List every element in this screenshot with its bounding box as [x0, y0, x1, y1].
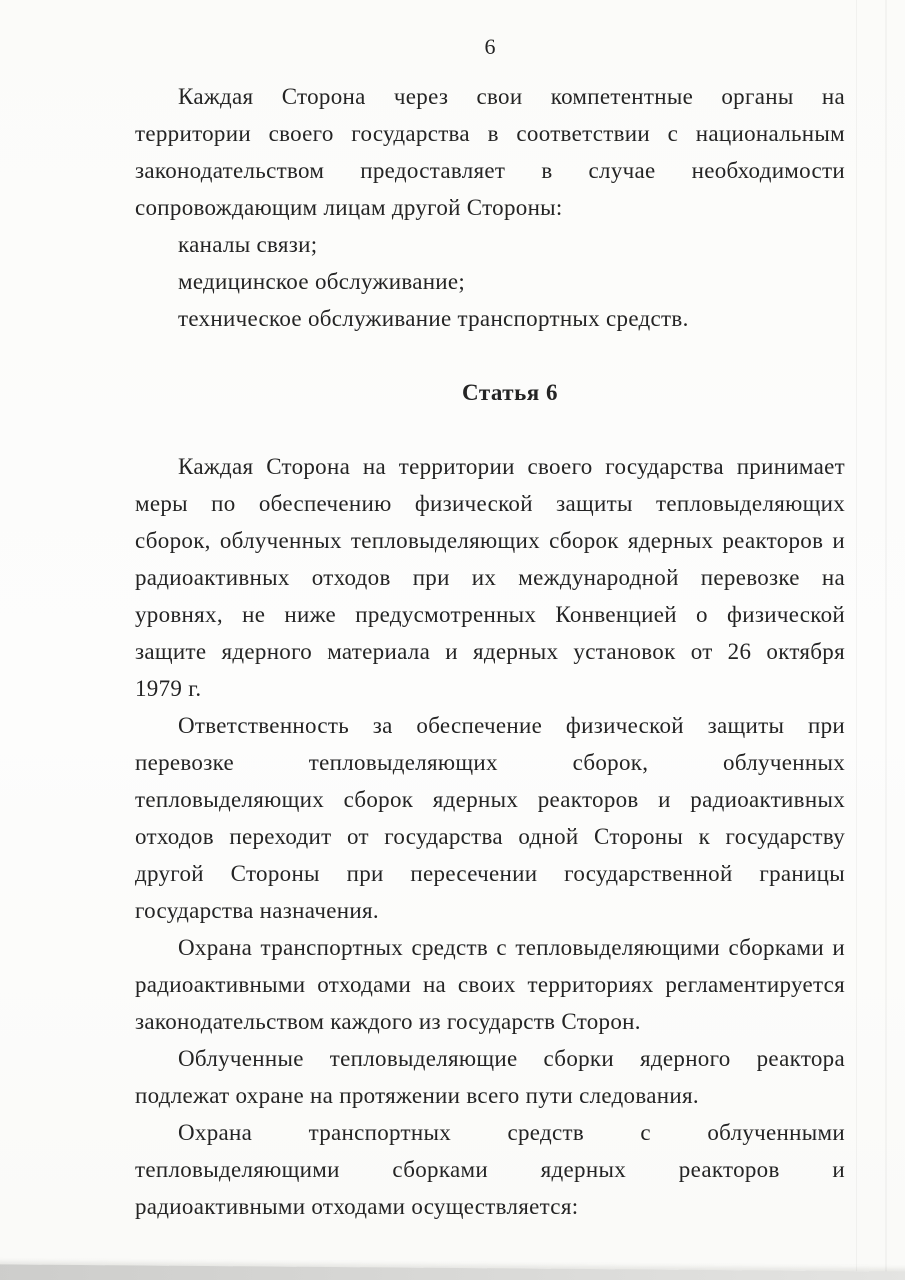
text-line: сопровождающим лицам другой Стороны: — [135, 195, 563, 220]
text-line: другой Стороны при пересечении государственной границы — [135, 861, 845, 886]
text-line: радиоактивных отходов при их международной перевозке на — [135, 565, 845, 590]
paragraph-guarding-carried-out — [135, 1114, 845, 1225]
text-line: перевозке тепловыделяющих сборок, облученных — [135, 750, 845, 775]
text-line: Каждая Сторона через свои компетентные органы на — [178, 84, 845, 109]
text-line: законодательством предоставляет в случае необходимости — [135, 158, 845, 183]
scan-page-bottom-edge — [0, 1264, 905, 1280]
text-line: Облученные тепловыделяющие сборки ядерного реактора — [178, 1046, 845, 1071]
text-line: сборок, облученных тепловыделяющих сборок ядерных реакторов и — [135, 528, 845, 553]
paragraph-competent-bodies — [135, 78, 845, 226]
text-line: меры по обеспечению физической защиты тепловыделяющих — [135, 491, 845, 516]
scan-artifact-line-icon — [885, 0, 887, 1280]
paragraph-physical-protection — [135, 448, 845, 707]
text-line: 1979 г. — [135, 676, 202, 701]
page-number: 6 — [484, 34, 496, 59]
text-line: уровнях, не ниже предусмотренных Конвенцией о физической — [135, 602, 845, 627]
paragraph-responsibility-transfer — [135, 707, 845, 929]
text-line: Каждая Сторона на территории своего государства принимает — [178, 454, 845, 479]
services-list — [135, 226, 845, 337]
text-line: Охрана транспортных средств с тепловыделяющими сборками и — [178, 935, 845, 960]
text-line: радиоактивными отходами на своих территориях регламентируется — [135, 972, 845, 997]
paragraph-transport-guarding — [135, 929, 845, 1040]
text-line: отходов переходит от государства одной Стороны к государству — [135, 824, 845, 849]
text-line: подлежат охране на протяжении всего пути следования. — [135, 1083, 699, 1108]
document-body — [135, 78, 845, 1225]
text-line: территории своего государства в соответствии с национальным — [135, 121, 845, 146]
text-line: Ответственность за обеспечение физической защиты при — [178, 713, 845, 738]
text-line: каналы связи; — [178, 232, 318, 257]
text-line: тепловыделяющих сборок ядерных реакторов и радиоактивных — [135, 787, 845, 812]
text-line: техническое обслуживание транспортных средств. — [178, 306, 689, 331]
paragraph-irradiated-assemblies-guard — [135, 1040, 845, 1114]
text-line: государства назначения. — [135, 898, 379, 923]
text-line: Охрана транспортных средств с облученными — [178, 1120, 845, 1145]
scan-artifact-line-icon — [856, 0, 857, 1280]
article-6-heading: Статья 6 — [462, 380, 558, 405]
text-line: тепловыделяющими сборками ядерных реакторов и — [135, 1157, 845, 1182]
text-line: радиоактивными отходами осуществляется: — [135, 1194, 579, 1219]
text-line: защите ядерного материала и ядерных установок от 26 октября — [135, 639, 845, 664]
text-line: медицинское обслуживание; — [178, 269, 466, 294]
text-line: законодательством каждого из государств Сторон. — [135, 1009, 641, 1034]
